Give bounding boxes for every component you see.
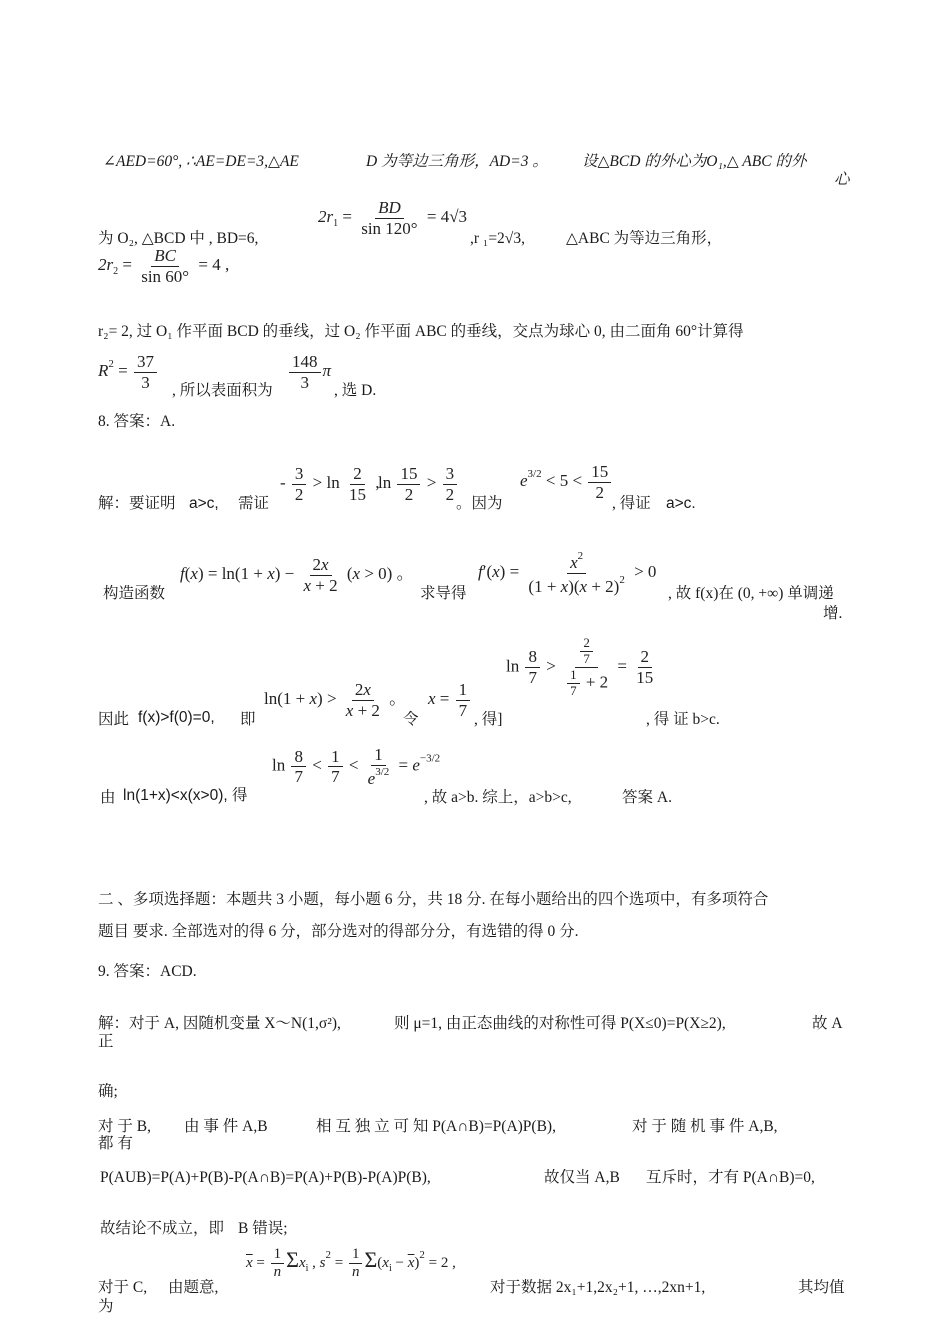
formula-ln-ineq: ln(1 + x) > $\frac{2x}{x + 2}$ 。 xyxy=(264,680,407,720)
q8-because: 。因为 xyxy=(456,495,503,512)
q9-a-wrap: 正 xyxy=(98,1033,114,1050)
formula-surface-area: $\frac{148}{3}$ π xyxy=(287,352,331,392)
q9-c-part1: 对于 C, xyxy=(98,1279,148,1296)
q9-b-part4: 对 于 随 机 事 件 A,B, xyxy=(632,1118,778,1135)
q9-b-union: P(AUB)=P(A)+P(B)-P(A∩B)=P(A)+P(B)-P(A)P(B), xyxy=(100,1169,431,1186)
q8-from: 由 xyxy=(100,789,116,806)
section2-rules: 题目 要求. 全部选对的得 6 分，部分选对的得部分分，有选错的得 0 分. xyxy=(98,923,579,940)
q9-b-only-when: 故仅当 A,B xyxy=(544,1169,620,1186)
section2-heading: 二 、多项选择题：本题共 3 小题，每小题 6 分，共 18 分. 在每小题给出的四个选项中，有多项符合 xyxy=(98,891,769,908)
formula-q8-m3: $e^{3/2} < 5$ < $\frac{15}{2}$ xyxy=(520,462,613,502)
text-line-aed: ∠AED=60°, ∴AE=DE=3,△AE xyxy=(103,153,299,170)
formula-fx: f(x) = ln(1 + x) − $\frac{2x}{x + 2}$ (x > 0) 。 xyxy=(180,555,414,595)
q8-ln-lt-x: ln(1+x)<x(x>0), 得 xyxy=(123,787,248,804)
q9-a-part3: 故 A xyxy=(812,1015,843,1032)
formula-mean-variance: $\overline{x}$ = $\frac{1}{n}$ $\Sigma x_i$ , $s^2$ = $\frac{1}{n}$ $\Sigma(x_i - \overline{x})^2 = 2$ , xyxy=(246,1246,456,1281)
q8-namely: 即 xyxy=(240,711,256,728)
q8-therefore: 因此 xyxy=(98,711,130,728)
formula-chain: ln $\frac{8}{7}$ < $\frac{1}{7}$ < $\frac{1}{e^{3/2}}$ = $e^{-3/2}$ xyxy=(272,745,441,788)
formula-x-value: x = $\frac{1}{7}$ xyxy=(428,680,472,720)
formula-R-squared: $R^2$ = $\frac{37}{3}$ xyxy=(98,352,159,392)
q9-b-wrong: B 错误; xyxy=(238,1220,288,1237)
text-line-aed-mid: D 为等边三角形，AD=3 。 xyxy=(366,153,548,170)
formula-fprime: f′(x) = $\frac{x^2}{(1 + x)(x + 2)^2}$ > 0 xyxy=(478,550,657,596)
text-r1-value: ,r ₁=2√3, xyxy=(470,230,525,247)
q9-c-part2: 由题意, xyxy=(168,1279,219,1296)
q9-a-part1: 解：对于 A, 因随机变量 X～N(1,σ²), xyxy=(98,1015,341,1032)
q8-fx-positive: f(x)>f(0)=0, xyxy=(138,709,215,726)
q8-monotone: , 故 f(x)在 (0, +∞) 单调递 xyxy=(668,585,834,602)
q9-b-part1: 对 于 B, xyxy=(98,1118,151,1135)
text-line-circumcenter: 设△BCD 的外心为O₁,△ ABC 的外 xyxy=(582,153,807,170)
text-choose-d: , 选 D. xyxy=(334,382,377,399)
text-abc-equilateral: △ABC 为等边三角形， xyxy=(566,230,723,247)
q8-answer: 8. 答案：A. xyxy=(98,413,176,430)
text-line-sphere-center: r₂= 2, 过 O₁ 作平面 BCD 的垂线，过 O₂ 作平面 ABC 的垂线，交点为球心 0, 由二面角 60°计算得 xyxy=(98,323,744,340)
q8-prove-b-gt-c: , 得 证 b>c. xyxy=(646,711,720,728)
q8-proved: , 得证 xyxy=(612,495,651,512)
q8-conclusion: , 故 a>b. 综上，a>b>c, xyxy=(424,789,572,806)
q9-a-part2: 则 μ=1, 由正态曲线的对称性可得 P(X≤0)=P(X≥2), xyxy=(394,1015,726,1032)
q9-a-correct: 确; xyxy=(98,1083,118,1100)
q9-b-not-hold: 故结论不成立，即 xyxy=(100,1220,225,1237)
q9-b-exclusive: 互斥时，才有 P(A∩B)=0, xyxy=(646,1169,815,1186)
text-surface-area: , 所以表面积为 xyxy=(172,382,273,399)
q9-c-mean: 其均值 xyxy=(798,1279,845,1296)
q9-b-wrap: 都 有 xyxy=(98,1135,133,1152)
q8-get: , 得] xyxy=(474,711,503,728)
q8-a-gt-c: a>c, xyxy=(189,495,219,512)
q9-c-wrap: 为 xyxy=(98,1298,114,1315)
q9-b-part3: 相 互 独 立 可 知 P(A∩B)=P(A)P(B), xyxy=(316,1118,556,1135)
formula-q8-m2: ln $\frac{15}{2}$ > $\frac{3}{2}$ xyxy=(378,464,459,504)
formula-ln-eight-sevenths: ln $\frac{8}{7}$ > $\frac{2}{7}$ $\frac{1}{7}$ + 2 = $\frac{2}{15}$ xyxy=(506,635,654,698)
q8-need-prove: 需证 xyxy=(238,495,270,512)
text-line-wrap: 心 xyxy=(834,171,850,188)
q8-final-answer: 答案 A. xyxy=(622,789,672,806)
q8-monotone-wrap: 增. xyxy=(823,605,843,622)
formula-r1: $2r_1$ = $\frac{BD}{\sin 120^\circ}$ = 4√3 xyxy=(318,198,468,238)
formula-r2: $2r_2$ = $\frac{BC}{\sin 60^\circ}$ = 4 , xyxy=(98,246,230,286)
q9-c-data: 对于数据 2x₁+1,2x₂+1, …,2xn+1, xyxy=(490,1279,706,1296)
q8-derivative: 求导得 xyxy=(420,585,467,602)
q8-let: 令 xyxy=(403,711,419,728)
q9-b-part2: 由 事 件 A,B xyxy=(184,1118,268,1135)
q8-a-gt-c-end: a>c. xyxy=(666,495,696,512)
q8-construct: 构造函数 xyxy=(103,585,166,602)
text-line-o2: 为 O₂, △BCD 中 , BD=6, xyxy=(98,230,259,247)
q8-solution-intro: 解：要证明 xyxy=(98,495,176,512)
formula-q8-m1: - $\frac{3}{2}$ > ln $\frac{2}{15}$ , xyxy=(280,464,380,504)
q9-answer: 9. 答案：ACD. xyxy=(98,963,197,980)
